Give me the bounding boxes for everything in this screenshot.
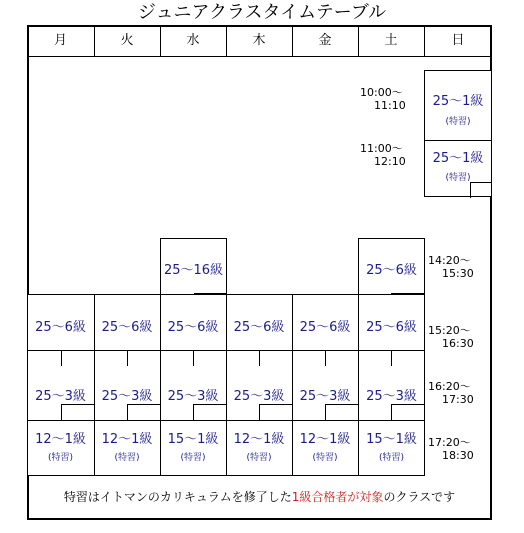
footer-note-highlight: 1級合格者が対象 — [291, 490, 384, 504]
class-label: 25〜1級 — [432, 151, 484, 166]
class-note: (特習) — [180, 453, 206, 463]
class-label: 25〜1級 — [432, 94, 484, 109]
time-label: 10:00〜 11:10 — [360, 86, 406, 112]
overlap-marker — [391, 350, 425, 366]
overlap-marker — [127, 404, 160, 420]
time-label: 16:20〜 17:30 — [428, 380, 474, 406]
day-header-sun: 日 — [451, 33, 465, 48]
footer-note-part: 特習はイトマンのカリキュラムを修了した — [63, 490, 292, 504]
class-label: 25〜3級 — [167, 389, 219, 404]
overlap-marker — [470, 182, 492, 198]
overlap-marker — [325, 404, 358, 420]
day-header-fri: 金 — [318, 33, 332, 48]
footer-note — [27, 488, 492, 505]
class-label: 15〜1級 — [167, 432, 219, 447]
time-label: 15:20〜 16:30 — [428, 324, 474, 350]
class-label: 12〜1級 — [101, 432, 153, 447]
class-note: (特習) — [312, 453, 338, 463]
class-label: 12〜1級 — [35, 432, 86, 447]
overlap-marker — [61, 404, 94, 420]
class-note: (特習) — [114, 453, 140, 463]
overlap-marker — [61, 350, 94, 366]
class-label: 25〜6級 — [233, 320, 285, 335]
overlap-marker — [193, 404, 226, 420]
class-note: (特習) — [445, 117, 471, 127]
day-header-mon: 月 — [53, 33, 67, 48]
class-label: 25〜6級 — [366, 263, 417, 278]
overlap-marker — [127, 350, 160, 366]
time-label: 17:20〜 18:30 — [428, 436, 474, 462]
class-note: (特習) — [378, 453, 405, 463]
day-header-thu: 木 — [252, 33, 266, 48]
class-label: 25〜3級 — [35, 389, 86, 404]
time-label: 14:20〜 15:30 — [428, 254, 474, 280]
class-label: 25〜6級 — [366, 320, 417, 335]
overlap-marker — [259, 350, 292, 366]
class-label: 25〜6級 — [35, 320, 86, 335]
overlap-marker — [325, 350, 358, 366]
class-label: 25〜3級 — [101, 389, 153, 404]
time-label: 11:00〜 12:10 — [360, 142, 406, 168]
class-label: 25〜6級 — [101, 320, 153, 335]
day-header-sat: 土 — [384, 33, 398, 48]
class-label: 12〜1級 — [233, 432, 285, 447]
class-label: 25〜6級 — [167, 320, 219, 335]
class-label: 12〜1級 — [299, 432, 351, 447]
class-note: (特習) — [246, 453, 272, 463]
class-label: 25〜3級 — [233, 389, 285, 404]
overlap-marker — [391, 404, 425, 420]
class-label: 25〜3級 — [366, 389, 417, 404]
class-label: 25〜3級 — [299, 389, 351, 404]
overlap-marker — [259, 404, 292, 420]
footer-note-part: のクラスです — [383, 490, 456, 504]
day-header-wed: 水 — [186, 33, 200, 48]
overlap-marker — [193, 350, 226, 366]
day-header-tue: 火 — [120, 33, 134, 48]
class-note: (特習) — [47, 453, 74, 463]
row-divider — [27, 420, 425, 421]
class-note: (特習) — [445, 173, 471, 183]
class-label: 25〜6級 — [299, 320, 351, 335]
class-label: 15〜1級 — [366, 432, 417, 447]
class-label: 25〜16級 — [163, 263, 224, 278]
page-title: ジュニアクラスタイムテーブル — [137, 2, 387, 23]
